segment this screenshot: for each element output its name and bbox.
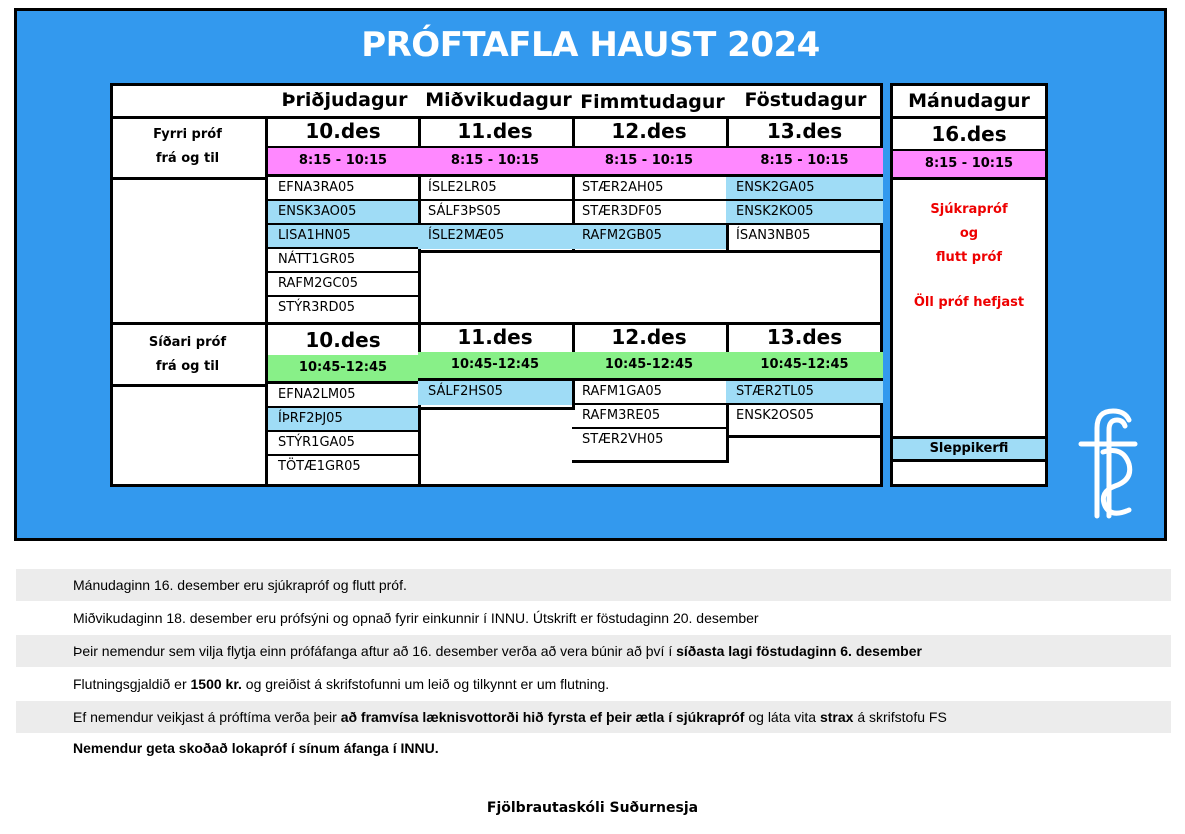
fri-second-date: 13.des: [766, 325, 843, 349]
course-code: STÆR2AH05: [572, 177, 726, 201]
fs-logo-icon: [1075, 406, 1141, 521]
mon-notice-line2: og: [959, 226, 979, 241]
note-text: að framvísa læknisvottorði hið fyrsta ef þeir ætla í sjúkrapróf: [340, 709, 745, 725]
note-text: Þeir nemendur sem vilja flytja einn prófáfanga aftur að 16. desember verða að vera búnir að því í: [73, 643, 677, 659]
day-header-mon: Mánudagur: [893, 86, 1045, 119]
thu-first-date: 12.des: [611, 119, 687, 143]
fri-first-time: 8:15 - 10:15: [726, 146, 883, 177]
mon-notice-line1: Sjúkrapróf: [930, 202, 1008, 217]
course-code: NÁTT1GR05: [268, 249, 418, 273]
fri-first-column: [726, 116, 883, 253]
note-text: strax: [819, 709, 854, 725]
wed-first-date: 11.des: [457, 119, 533, 143]
second-exam-label: Síðari próf: [148, 335, 227, 350]
note-text: Mánudaginn 16. desember eru sjúkrapróf og flutt próf.: [73, 577, 407, 593]
course-code: TÖTÆ1GR05: [278, 459, 361, 474]
tue-first-time: 8:15 - 10:15: [268, 146, 418, 177]
note-text: og greiðist á skrifstofunni um leið og tilkynnt er um flutning.: [241, 676, 610, 692]
first-exam-label-cell: [110, 116, 268, 180]
day-header-thu: Fimmtudagur: [580, 91, 725, 113]
note-3: [16, 635, 1171, 667]
tue-second-column: [265, 322, 421, 487]
wed-second-time: 10:45-12:45: [418, 352, 572, 381]
course-code: RAFM2GC05: [268, 273, 418, 297]
tue-second-date: 10.des: [305, 328, 381, 352]
thu-second-date: 12.des: [611, 325, 687, 349]
tue-first-courses: [268, 177, 418, 321]
day-header-tue: Þriðjudagur: [281, 89, 408, 111]
course-code: RAFM1GA05: [572, 381, 726, 405]
note-2: [16, 602, 1171, 634]
tue-second-courses: [268, 384, 418, 480]
note-4: [16, 668, 1171, 700]
course-code: ENSK2OS05: [736, 408, 815, 423]
mon-time: 8:15 - 10:15: [893, 149, 1045, 180]
note-text: 1500 kr.: [190, 676, 242, 692]
course-code: SÁLF3ÞS05: [418, 201, 572, 225]
course-code: ÍÞRF2ÞJ05: [268, 408, 418, 432]
fri-first-date: 13.des: [766, 119, 843, 143]
wed-second-courses: [418, 381, 572, 405]
first-exam-sublabel: frá og til: [155, 151, 220, 166]
thu-first-courses: [572, 177, 726, 249]
school-name: Fjölbrautaskóli Suðurnesja: [486, 800, 699, 816]
second-exam-sublabel: frá og til: [155, 359, 220, 374]
wed-second-column: [418, 322, 575, 410]
course-code: LISA1HN05: [268, 225, 418, 249]
note-text: á skrifstofu FS: [853, 709, 947, 725]
note-text: Flutningsgjaldið er: [73, 676, 191, 692]
fri-second-column: [726, 322, 883, 438]
mon-notice-line3: flutt próf: [935, 250, 1003, 265]
course-code: RAFM2GB05: [572, 225, 726, 249]
course-code: STÆR2TL05: [726, 381, 883, 405]
mon-bottom-label: Sleppikerfi: [893, 436, 1045, 462]
note-5: [16, 701, 1171, 733]
course-code: ENSK3AO05: [268, 201, 418, 225]
thu-first-time: 8:15 - 10:15: [572, 146, 726, 177]
tue-first-column: [265, 116, 421, 325]
course-code: RAFM3RE05: [572, 405, 726, 429]
course-code: EFNA2LM05: [268, 384, 418, 408]
course-code: ÍSAN3NB05: [736, 228, 811, 243]
note-text: og láta vita: [744, 709, 820, 725]
tue-second-time: 10:45-12:45: [268, 355, 418, 384]
first-exam-label: Fyrri próf: [153, 127, 222, 142]
course-code: STÝR1GA05: [268, 432, 418, 456]
note-1: [16, 569, 1171, 601]
schedule-poster: [14, 8, 1167, 541]
course-code: SÁLF2HS05: [418, 381, 572, 405]
wed-first-column: [418, 116, 575, 253]
course-code: EFNA3RA05: [268, 177, 418, 201]
wed-first-courses: [418, 177, 572, 249]
thu-second-column: [572, 322, 729, 463]
wed-first-time: 8:15 - 10:15: [418, 146, 572, 177]
course-code: STÝR3RD05: [278, 300, 356, 315]
course-code: ÍSLE2LR05: [418, 177, 572, 201]
thu-first-column: [572, 116, 729, 253]
fri-second-courses: [726, 381, 883, 429]
fri-second-time: 10:45-12:45: [726, 352, 883, 381]
note-text: Ef nemendur veikjast á próftíma verða þeir: [73, 709, 341, 725]
thu-second-time: 10:45-12:45: [572, 352, 726, 381]
course-code: STÆR3DF05: [572, 201, 726, 225]
monday-panel: [890, 83, 1048, 487]
tue-first-date: 10.des: [305, 119, 381, 143]
course-code: STÆR2VH05: [582, 432, 664, 447]
thu-second-courses: [572, 381, 726, 453]
mon-date: 16.des: [931, 122, 1007, 146]
note-text: Miðvikudaginn 18. desember eru prófsýni og opnað fyrir einkunnir í INNU. Útskrift er föstudaginn 20. desember: [73, 610, 759, 626]
second-exam-label-cell: [110, 322, 268, 387]
course-code: ÍSLE2MÆ05: [418, 225, 572, 249]
course-code: ENSK2GA05: [726, 177, 883, 201]
wed-second-date: 11.des: [457, 325, 533, 349]
fri-first-courses: [726, 177, 883, 249]
note-text: Nemendur geta skoðað lokapróf í sínum áfanga í INNU.: [73, 740, 439, 756]
course-code: ENSK2KO05: [726, 201, 883, 225]
note-text: síðasta lagi föstudaginn 6. desember: [676, 643, 922, 659]
page-title: PRÓFTAFLA HAUST 2024: [361, 25, 820, 65]
note-6: [16, 732, 1171, 764]
mon-notice-line4: Öll próf hefjast: [913, 295, 1025, 310]
day-header-wed: Miðvikudagur: [425, 89, 572, 111]
day-header-fri: Föstudagur: [744, 89, 867, 111]
